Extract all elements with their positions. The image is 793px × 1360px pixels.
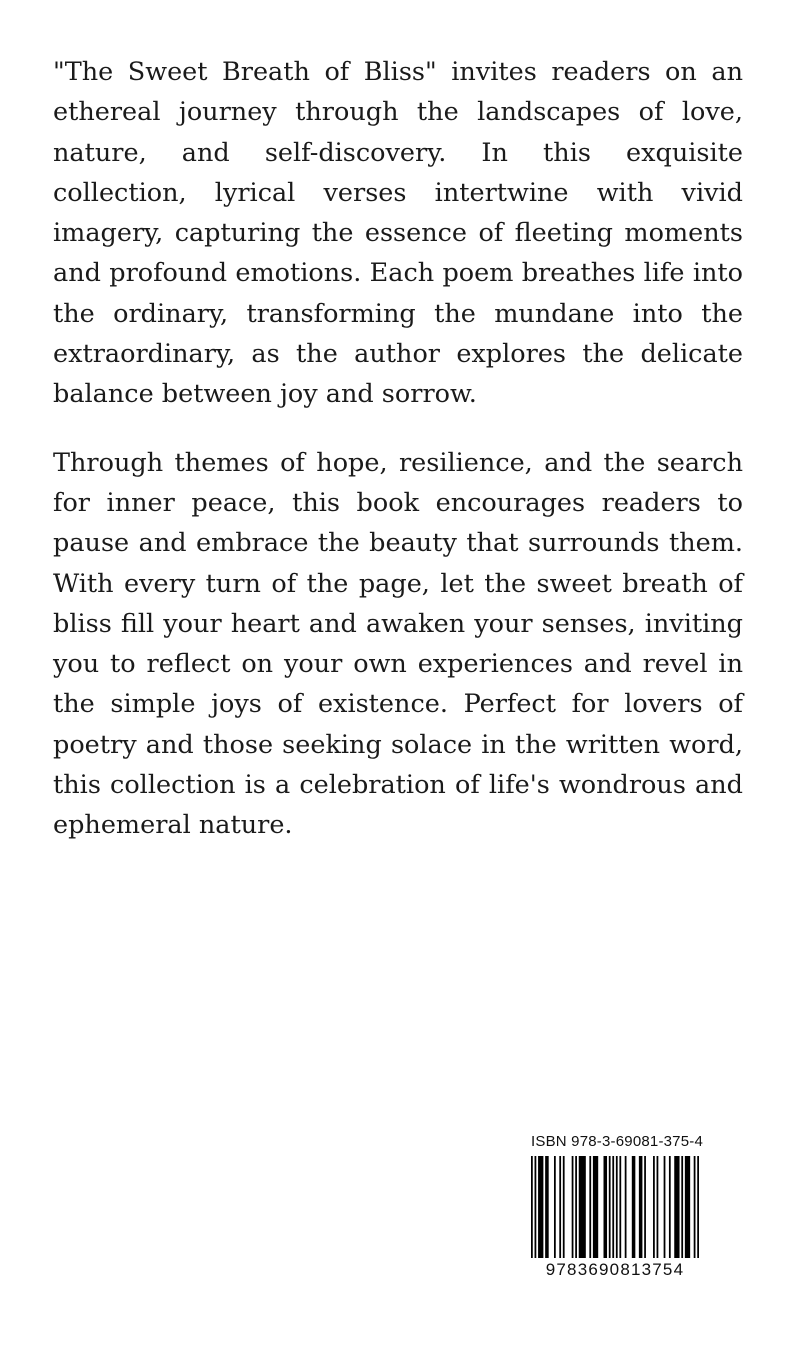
barcode-bar xyxy=(694,1156,696,1258)
barcode-bar xyxy=(616,1156,618,1258)
barcode-bar xyxy=(575,1156,577,1258)
barcode-bar xyxy=(632,1156,636,1258)
barcode-bar xyxy=(685,1156,690,1258)
barcode-bar xyxy=(697,1156,699,1258)
barcode-bar xyxy=(554,1156,556,1258)
barcode-bar xyxy=(593,1156,598,1258)
barcode-bar xyxy=(579,1156,586,1258)
barcode-bar xyxy=(625,1156,627,1258)
barcode-bar xyxy=(535,1156,537,1258)
barcode-bar xyxy=(531,1156,533,1258)
barcode-bar xyxy=(653,1156,655,1258)
ean-digits: 9783690813754 xyxy=(545,1260,685,1279)
description-paragraph-1: "The Sweet Breath of Bliss" invites readers on an ethereal journey through the landscapes of love, nature, and self-discovery. In this exquisite collection, lyrical verses intertwine with vivid imagery, capturing the essence of fleeting moments and profound emotions. Each poem breathes life into the ordinary, transforming the mundane into the extraordinary, as the author explores the delicate balance between joy and sorrow. xyxy=(53,57,743,410)
barcode-bar xyxy=(681,1156,683,1258)
barcode-bar xyxy=(609,1156,611,1258)
barcode-bar xyxy=(572,1156,574,1258)
description-paragraph-2: Through themes of hope, resilience, and the search for inner peace, this book encourages readers to pause and embrace the beauty that surrounds them. With every turn of the page, let the sweet breath of bliss fill your heart and awaken your senses, inviting you to reflect on your own experiences and revel in the simple joys of existence. Perfect for lovers of poetry and those seeking solace in the written word, this collection is a celebration of life's wondrous and ephemeral nature. xyxy=(53,447,743,841)
barcode-bar xyxy=(619,1156,621,1258)
barcode-bar xyxy=(604,1156,608,1258)
barcode-bars xyxy=(531,1156,699,1258)
barcode-bar xyxy=(657,1156,659,1258)
barcode-bar xyxy=(669,1156,671,1258)
isbn-barcode xyxy=(531,1133,704,1285)
barcode-bar xyxy=(538,1156,543,1258)
barcode-bar xyxy=(639,1156,643,1258)
back-cover-description xyxy=(53,52,743,846)
barcode-bar xyxy=(559,1156,561,1258)
barcode-bar xyxy=(563,1156,565,1258)
barcode-bar xyxy=(664,1156,666,1258)
isbn-label: ISBN 978-3-69081-375-4 xyxy=(531,1133,704,1150)
barcode-bar xyxy=(674,1156,679,1258)
barcode-bar xyxy=(644,1156,646,1258)
barcode-bar xyxy=(612,1156,614,1258)
barcode-bar xyxy=(545,1156,549,1258)
barcode-bar xyxy=(589,1156,591,1258)
